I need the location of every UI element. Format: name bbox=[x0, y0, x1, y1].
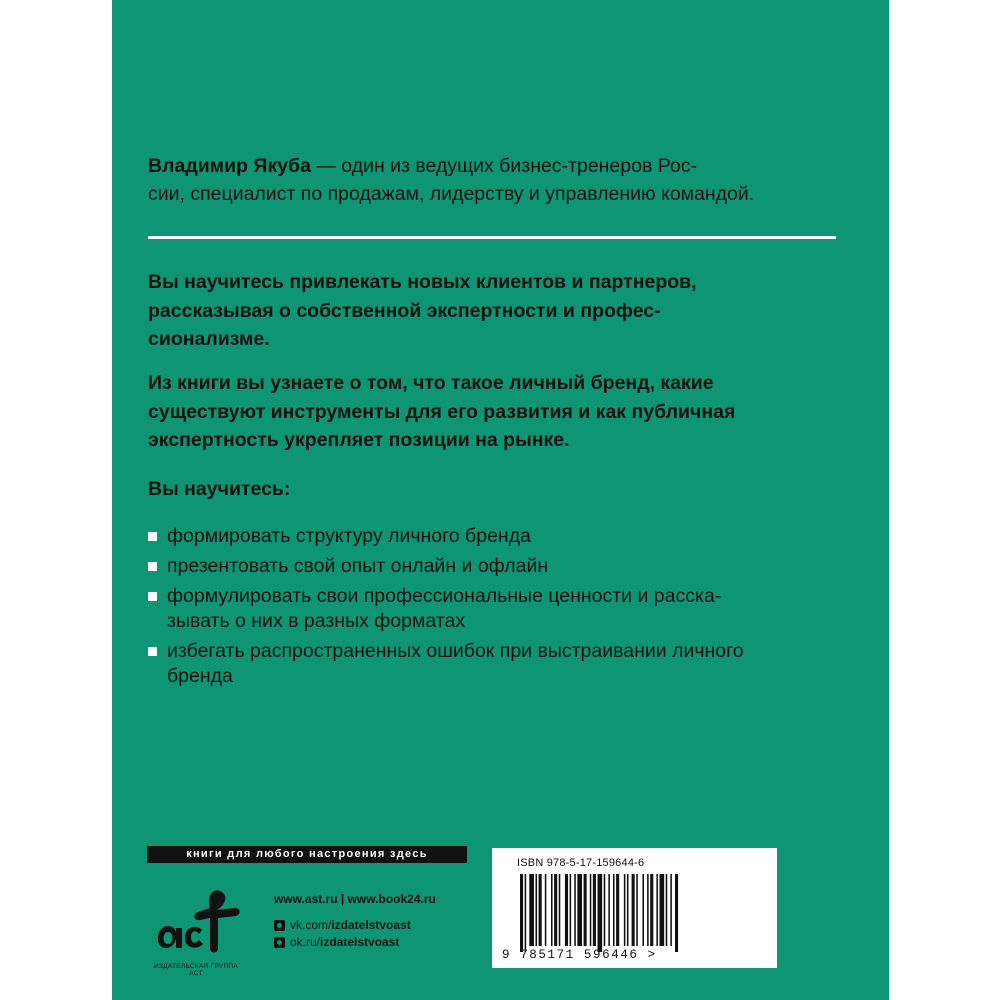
list-item-text: формулировать свои профессиональные ценности и расска- bbox=[167, 585, 722, 607]
book-back-cover bbox=[112, 0, 889, 1000]
paragraph-2-line-3: экспертность укрепляет позиции на рынке. bbox=[148, 429, 570, 451]
bullet-square-icon bbox=[148, 532, 157, 541]
intro-paragraph-1 bbox=[148, 268, 848, 354]
learn-list bbox=[148, 524, 858, 694]
barcode-stripe bbox=[520, 874, 523, 952]
ok-prefix: ok.ru/ bbox=[290, 935, 321, 949]
barcode-stripe bbox=[545, 874, 547, 946]
barcode-stripe bbox=[554, 874, 557, 946]
barcode-stripe bbox=[570, 874, 572, 946]
barcode-stripe bbox=[624, 874, 626, 946]
barcode-stripe bbox=[574, 874, 576, 946]
list-item bbox=[148, 584, 858, 634]
ok-handle: izdatelstvoast bbox=[320, 935, 400, 949]
paragraph-1-line-1: Вы научитесь привлекать новых клиентов и партнеров, bbox=[148, 271, 697, 293]
ast-logo-icon bbox=[148, 874, 244, 974]
list-item-text: избегать распространенных ошибок при выстраивании личного bbox=[167, 640, 744, 662]
barcode-stripe bbox=[627, 874, 629, 946]
list-item bbox=[148, 554, 858, 579]
barcode-stripe bbox=[536, 874, 538, 946]
author-bio-line1: — один из ведущих бизнес-тренеров Рос- bbox=[310, 155, 697, 177]
list-item bbox=[148, 524, 858, 549]
bullet-square-icon bbox=[148, 647, 157, 656]
barcode-stripe bbox=[608, 874, 610, 946]
paragraph-1-line-3: сионализме. bbox=[148, 328, 270, 350]
list-item-text-cont: бренда bbox=[167, 665, 233, 687]
barcode-stripe bbox=[656, 874, 658, 946]
barcode-stripe bbox=[604, 874, 606, 946]
barcode-stripe bbox=[666, 874, 668, 946]
learn-heading: Вы научитесь: bbox=[148, 478, 291, 500]
vk-handle: izdatelstvoast bbox=[331, 918, 411, 932]
list-item-text: презентовать свой опыт онлайн и офлайн bbox=[167, 555, 549, 577]
intro-paragraph-2 bbox=[148, 369, 848, 455]
barcode-stripe bbox=[584, 874, 587, 946]
barcode-stripe bbox=[636, 874, 638, 946]
barcode-stripe bbox=[529, 874, 534, 946]
list-item-text-cont: зывать о них в разных форматах bbox=[167, 610, 466, 632]
publisher-tagline: книги для любого настроения здесь bbox=[147, 846, 467, 863]
paragraph-1-line-2: рассказывая о собственной экспертности и профес- bbox=[148, 299, 661, 322]
barcode-icon bbox=[520, 874, 750, 952]
barcode-stripe bbox=[551, 874, 553, 946]
publisher-caption: ИЗДАТЕЛЬСКАЯ ГРУППА АСТ bbox=[153, 963, 239, 977]
barcode-stripe bbox=[660, 874, 665, 946]
isbn-label: ISBN 978-5-17-159644-6 bbox=[517, 857, 645, 869]
barcode-stripe bbox=[525, 874, 527, 952]
barcode-stripe bbox=[590, 874, 592, 946]
barcode-stripe bbox=[647, 874, 649, 946]
barcode-stripe bbox=[539, 874, 542, 946]
author-name: Владимир Якуба bbox=[148, 155, 311, 177]
barcode-stripe bbox=[670, 874, 672, 946]
barcode-stripe bbox=[577, 874, 582, 946]
barcode-stripe bbox=[593, 874, 596, 946]
barcode-stripe bbox=[616, 874, 619, 946]
list-item-text: формировать структуру личного бренда bbox=[167, 525, 531, 547]
list-item bbox=[148, 639, 858, 689]
barcode-stripe bbox=[565, 874, 568, 946]
barcode-stripe bbox=[642, 874, 644, 946]
divider-line bbox=[148, 236, 836, 239]
vk-link[interactable] bbox=[274, 918, 411, 932]
barcode-stripe bbox=[598, 874, 603, 952]
bullet-square-icon bbox=[148, 592, 157, 601]
publisher-websites[interactable]: www.ast.ru | www.book24.ru bbox=[274, 892, 436, 906]
barcode-stripe bbox=[675, 874, 678, 952]
barcode-stripe bbox=[632, 874, 635, 946]
paragraph-2-line-2: существуют инструменты для его развития и как публичная bbox=[148, 400, 736, 423]
vk-icon bbox=[274, 920, 285, 931]
author-bio bbox=[148, 152, 848, 208]
ok-link[interactable] bbox=[274, 935, 399, 949]
bullet-square-icon bbox=[148, 562, 157, 571]
author-bio-line2: сии, специалист по продажам, лидерству и управлению командой. bbox=[148, 183, 755, 205]
barcode-panel bbox=[492, 848, 777, 968]
barcode-stripe bbox=[650, 874, 653, 946]
paragraph-2-line-1: Из книги вы узнаете о том, что такое личный бренд, какие bbox=[148, 372, 714, 394]
barcode-digits: 9 785171 596446 > bbox=[502, 948, 657, 962]
barcode-stripe bbox=[613, 874, 615, 946]
ok-icon bbox=[274, 937, 285, 948]
vk-prefix: vk.com/ bbox=[290, 918, 332, 932]
barcode-stripe bbox=[559, 874, 561, 946]
